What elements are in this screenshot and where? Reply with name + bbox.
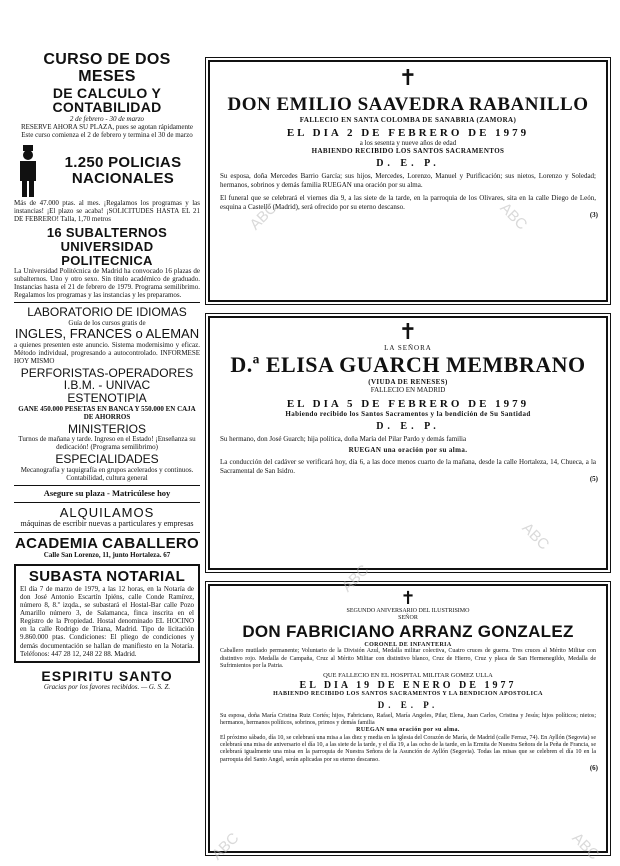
academia-title: ACADEMIA CABALLERO [14, 534, 199, 552]
obituary-bio: Caballero mutilado permanente; Voluntario de la División Azul, Medalla militar colectiva, Cuatro cruces de guerra. Tres cruces al Mérito Militar con distintivo rojo. Medalla de Campaña, Cruz al Mérito Militar con distintivo blanco, Cruz de Hierro, Cruz y placa de San Hermenegildo, Medalla de Sufrimientos por la Patria. [220, 648, 596, 669]
subalternos-body: La Universidad Politécnica de Madrid ha convocado 16 plazas de subalternos. Uno y otro sexo. Sin título académico de graduado. Instancias hasta el 21 de febrero de 1979. Programa semilibrimo. Regalamos los programas y las instancias y les preparamos. [14, 267, 200, 300]
obituary-maiden: (VIUDA DE RENESES) [368, 378, 448, 387]
ad-ministerios [14, 423, 200, 452]
policeman-icon [14, 143, 42, 199]
watermark: ABC [496, 199, 531, 234]
curso-note: Este curso comienza el 2 de febrero y termina el 30 de marzo [21, 131, 193, 140]
perforistas-sub2: ESTENOTIPIA [67, 390, 147, 405]
obituary-sacraments: HABIENDO RECIBIDO LOS SANTOS SACRAMENTOS Y LA BENDICION APOSTOLICA [273, 690, 543, 697]
cross-icon: ✝ [398, 66, 418, 91]
asegure-line: Asegure su plaza - Matricúlese hoy [43, 488, 171, 499]
ad-espiritu [14, 669, 200, 692]
obituary-funeral: El funeral que se celebrará el viernes día 9, a las siete de la tarde, en la parroquia de los Olivares, sita en la calle Diego de León, esquina a Castelló (Madrid), será ofrecido por su eterno descanso. [220, 194, 596, 211]
ads-column [14, 52, 200, 691]
especialidades-title: ESPECIALIDADES [55, 452, 159, 467]
ad-policias [14, 143, 200, 223]
curso-title: CURSO DE DOS MESES [43, 51, 171, 85]
obituary-saavedra [208, 60, 608, 302]
obituary-place: FALLECIO EN SANTA COLOMBA DE SANABRIA (ZAMORA) [299, 116, 517, 124]
divider [14, 502, 200, 503]
obituary-dep: D. E. P. [377, 699, 439, 710]
obituary-place: QUE FALLECIO EN EL HOSPITAL MILITAR GOMEZ ULLA [323, 671, 493, 679]
especialidades-body: Mecanografía y taquigrafía en grupos acelerados y continuos. Contabilidad, cultura general [20, 465, 194, 482]
ad-academia [14, 536, 200, 560]
obituary-name: DON FABRICIANO ARRANZ GONZALEZ [242, 622, 574, 642]
laboratorio-body: a quienes presenten este anuncio. Sistema modernisimo y eficaz. Método individual, progresando a autocontrolado. INFORMESE HOY MISMO [14, 340, 200, 365]
divider [14, 302, 200, 303]
perforistas-title: PERFORISTAS-OPERADORES [20, 365, 194, 380]
espiritu-line: Gracias por los favores recibidos. — G. S. Z. [43, 683, 171, 692]
obituary-name: D.ª ELISA GUARCH MEMBRANO [230, 352, 586, 378]
obituary-family: Su esposa, doña María Cristina Ruiz Cortés; hijos, Fabriciano, Rafael, María Angeles, Pilar, Elena, Juan Carlos, Cristina y Jesús; hijos políticos; nietos; hermanos, hermanos políticos, sobrinos, primos y demás familia [220, 712, 596, 726]
obituary-family: Su hermano, don José Guarch; hija política, doña María del Pilar Pardo y demás familia [220, 434, 467, 443]
ad-subalternos [14, 226, 200, 299]
obituary-masses: El próximo sábado, día 10, se celebrará una misa a las diez y media en la iglesia del Corazón de María, de Madrid (calle Ferraz, 74). En Ayllón (Segovia) se celebrará una misa de aniversario el día 10, a las siete de la tarde, y el día 19, a las ocho de la tarde, en la Ermita de Nuestra Señora de la Peña de Francia, se celebrará igualmente una misa en la parroquia de Nuestra Señora de la Asunción de Ayllón (Segovia). Todas las misas que se celebren el día 10 en la parroquia del Santo Angel, serán aplicadas por su eterno descanso. [220, 735, 596, 763]
obituary-funeral: La conducción del cadáver se verificará hoy, día 6, a las doce menos cuarto de la mañana, desde la calle Hortaleza, 14, Chueca, a la Sacramental de San Isidro. [220, 458, 596, 475]
obituary-date: EL DIA 19 DE ENERO DE 1977 [299, 679, 517, 691]
curso-dates: 2 de febrero - 30 de marzo [69, 114, 145, 123]
laboratorio-title: LABORATORIO DE IDIOMAS [27, 305, 187, 320]
ad-laboratorio [14, 306, 200, 364]
subasta-body: El día 7 de marzo de 1979, a las 12 horas, en la Notaría de don José Antonio Escartín Ipiéns, calle Conde Ramírez, número 8, 8.º izqda., se subastará el Hostal-Bar calle Pozo Amarillo número 3, de Salamanca, finca inscrita en el Registro de la Propiedad. Hostal denominado EL HOCINO en la calle Rodrigo de Triana, Madrid. Tipo de licitación 9.860.000 ptas. Condiciones: El pliego de condiciones y demás documentación se hallan de manifiesto en la Notaría. Teléfonos: 447 28 12, 248 22 88. Madrid. [20, 585, 194, 658]
laboratorio-line: Guía de los cursos gratis de [68, 318, 146, 327]
obituary-date: EL DIA 5 DE FEBRERO DE 1979 [286, 397, 530, 410]
subalternos-title: 16 SUBALTERNOS UNIVERSIDAD POLITECNICA [46, 225, 168, 268]
watermark: ABC [518, 519, 553, 554]
obituary-ruegan: RUEGAN una oración por su alma. [356, 727, 460, 734]
obituaries-column [206, 52, 610, 853]
alquilamos-body: máquinas de escribir nuevas a particulares y empresas [20, 519, 194, 529]
watermark: ABC [568, 829, 603, 864]
obituary-code: (5) [589, 474, 598, 483]
obituary-code: (3) [589, 210, 598, 219]
ad-subasta [14, 564, 200, 662]
obituary-sacraments: HABIENDO RECIBIDO LOS SANTOS SACRAMENTOS [311, 147, 505, 156]
divider [14, 485, 200, 486]
policias-body: Más de 47.000 ptas. al mes. ¡Regalamos los programas y las instancias! ¡El plazo se acaba! ¡SOLICITUDES HASTA EL 21 DE FEBRERO! Talla, 1,70 metros [14, 199, 200, 224]
divider [14, 532, 200, 533]
obituary-place: FALLECIO EN MADRID [370, 386, 446, 395]
cross-icon: ✝ [398, 320, 418, 345]
obituary-name: DON EMILIO SAAVEDRA RABANILLO [227, 94, 589, 115]
ad-especialidades [14, 453, 200, 482]
alquilamos-title: ALQUILAMOS [59, 504, 155, 520]
obituary-prefix: SEGUNDO ANIVERSARIO DEL ILUSTRISIMO SEÑOR [346, 608, 470, 622]
ministerios-title: MINISTERIOS [67, 421, 146, 436]
laboratorio-langs: INGLES, FRANCES o ALEMAN [14, 326, 200, 341]
watermark: ABC [208, 829, 243, 864]
subasta-title: SUBASTA NOTARIAL [28, 568, 186, 586]
obituary-rank: CORONEL DE INFANTERIA [364, 642, 452, 649]
policias-title: 1.250 POLICIAS NACIONALES [64, 154, 182, 188]
ministerios-body: Turnos de mañana y tarde. Ingreso en el Estado! ¡Enseñanza su dedicación! (Programa semilibrimo) [18, 435, 196, 452]
obituary-guarch [208, 316, 608, 570]
obituary-arranz [208, 584, 608, 853]
obituary-prefix: LA SEÑORA [384, 344, 432, 352]
perforistas-body: GANE 450.000 PESETAS EN BANCA Y 550.000 EN CAJA DE AHORROS [18, 404, 196, 421]
obituary-dep: D. E. P. [376, 158, 440, 170]
ad-curso [14, 52, 200, 139]
obituary-date: EL DIA 2 DE FEBRERO DE 1979 [286, 127, 530, 139]
cross-icon: ✝ [400, 588, 416, 609]
obituary-family: Su esposa, doña Mercedes Barrio García; sus hijos, Mercedes, Lorenzo, Manuel y Purificación; sus nietos, Lorenzo y Soledad; hermanos, sobrinos y demás familia RUEGAN una oración por su alma. [220, 172, 596, 189]
obituary-code: (6) [589, 763, 598, 772]
ad-alquilamos [14, 506, 200, 529]
academia-address: Calle San Lorenzo, 11, junto Hortaleza. 67 [43, 551, 171, 560]
obituary-ruegan: RUEGAN una oración por su alma. [348, 446, 468, 455]
curso-subtitle: DE CALCULO Y CONTABILIDAD [52, 84, 162, 116]
obituary-dep: D. E. P. [376, 420, 440, 432]
obituary-sacraments: Habiendo recibido los Santos Sacramentos y la bendición de Su Santidad [285, 409, 531, 418]
curso-reserve: RESERVE AHORA SU PLAZA, pues se agotan rápidamente [20, 123, 194, 132]
watermark: ABC [338, 561, 373, 596]
ad-perforistas [14, 367, 200, 421]
watermark: ABC [246, 199, 281, 234]
obituary-age: a los sesenta y nueve años de edad [359, 139, 457, 147]
perforistas-subtitle: I.B.M. - UNIVAC [63, 378, 151, 393]
espiritu-title: ESPIRITU SANTO [41, 667, 173, 684]
